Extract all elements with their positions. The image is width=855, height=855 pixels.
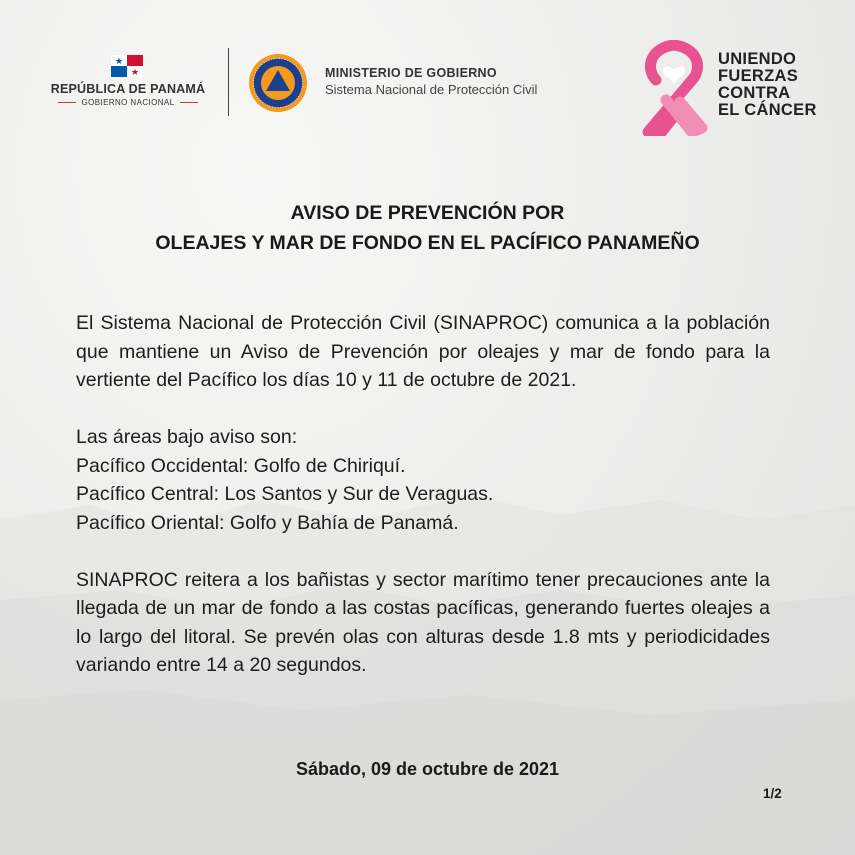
area-item: Pacífico Oriental: Golfo y Bahía de Panamá. xyxy=(76,511,459,534)
notice-date: Sábado, 09 de octubre de 2021 xyxy=(295,759,560,779)
campaign-text xyxy=(718,51,817,119)
gobierno-nacional-text: GOBIERNO NACIONAL xyxy=(81,98,175,107)
sistema-label: Sistema Nacional de Protección Civil xyxy=(325,82,538,97)
areas-intro: Las áreas bajo aviso son: xyxy=(76,426,298,448)
ministerio-label: MINISTERIO DE GOBIERNO xyxy=(325,66,497,80)
campaign-line: UNIENDO xyxy=(718,50,797,68)
campaign-line: CONTRA xyxy=(718,84,791,102)
campaign-line: EL CÁNCER xyxy=(718,101,817,119)
page-number: 1/2 xyxy=(763,786,782,801)
area-item: Pacífico Central: Los Santos y Sur de Veraguas. xyxy=(76,483,494,505)
area-item: Pacífico Occidental: Golfo de Chiriquí. xyxy=(76,454,406,477)
sinaproc-seal-icon xyxy=(248,53,308,113)
panama-flag-icon xyxy=(111,55,143,77)
notice-title-line1: AVISO DE PREVENCIÓN POR xyxy=(290,202,565,224)
notice-body xyxy=(76,309,770,680)
republica-label: REPÚBLICA DE PANAMÁ xyxy=(50,82,206,96)
gobierno-nacional-label xyxy=(48,98,208,107)
header xyxy=(0,0,855,150)
pink-ribbon-icon xyxy=(640,40,716,136)
header-divider xyxy=(228,48,229,116)
notice-title-line2: OLEAJES Y MAR DE FONDO EN EL PACÍFICO PANAMEÑO xyxy=(155,232,700,254)
campaign-line: FUERZAS xyxy=(718,67,799,85)
notice-title xyxy=(0,198,855,258)
intro-paragraph: El Sistema Nacional de Protección Civil (SINAPROC) comunica a la población que mantiene un Aviso de Prevención por oleajes y mar de fondo para la vertiente del Pacífico los días 10 y 11 de octubre de 2021. xyxy=(76,312,770,391)
warning-paragraph: SINAPROC reitera a los bañistas y sector marítimo tener precauciones ante la llegada de un mar de fondo a las costas pacíficas, generando fuertes oleajes a lo largo del litoral. Se prevén olas con alturas desde 1.8 mts y periodicidades variando entre 14 a 20 segundos. xyxy=(76,568,770,676)
